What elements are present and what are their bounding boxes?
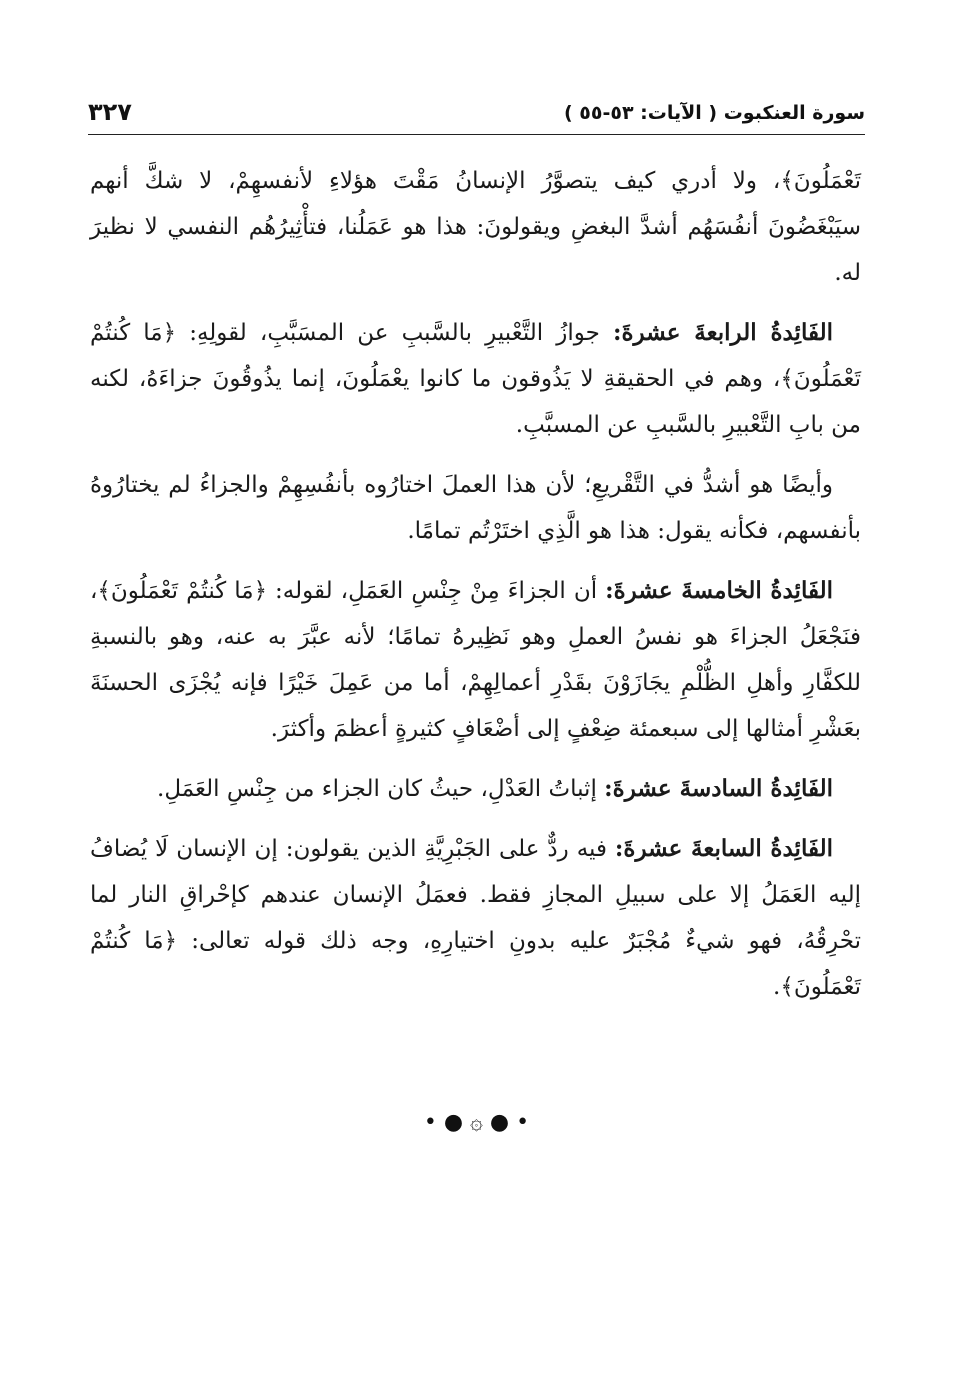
paragraph-heading: الفَائِدةُ الخامسةَ عشرةَ: bbox=[605, 577, 834, 604]
paragraph-text: إثباتُ العَدْلِ، حيثُ كان الجزاء من جِنْسِ العَمَلِ. bbox=[157, 776, 605, 802]
paragraph-additional bbox=[90, 462, 861, 554]
paragraph-heading: الفَائِدةُ السادسةَ عشرةَ: bbox=[604, 775, 833, 802]
paragraph-text: أن الجزاءَ مِنْ جِنْسِ العَمَلِ، لقوله: ﴿مَا كُنتُمْ تَعْمَلُونَ﴾، فنَجْعَلُ الجزاءَ هو نفسُ العملِ وهو نَظِيرهُ تمامًا؛ لأنه عبَّرَ به عنه، وهو بالنسبةِ للكفَّارِ وأهلِ الظُّلْمِ يجَازَوْنَ بقَدْرِ أعمالِهِمْ، أما من عَمِلَ خَيْرًا فإنه يُجْزَى الحسنَةَ بعَشْرِ أمثالها إلى سبعمئة ضِعْفٍ إلى أضْعَافٍ كثيرةٍ أعظمَ وأكثرَ. bbox=[90, 578, 861, 742]
chapter-title: سورة العنكبوت ( الآيات: ٥٣-٥٥ ) bbox=[563, 102, 865, 124]
paragraph-benefit-15 bbox=[90, 568, 861, 752]
paragraph-text: وأيضًا هو أشدُّ في التَّقْريعِ؛ لأن هذا العملَ اختارُوه بأنفُسِهِمْ والجزاءُ لم يختارُوهُ بأنفسهم، فكأنه يقول: هذا هو الَّذِي اختَرْتُم تمامًا. bbox=[90, 472, 861, 544]
paragraph-text: تَعْمَلُونَ﴾، ولا أدري كيف يتصوَّرُ الإنسانُ مَقْتَ هؤلاءِ لأنفسهِمْ، لا شكَّ أنهم سيَبْغَضُونَ أنفُسَهُم أشدَّ البغضِ ويقولونَ: هذا هو عَمَلُنا، فتأْثِيرُهُم النفسي لا نظيرَ له. bbox=[90, 168, 861, 286]
body-text bbox=[90, 158, 861, 1024]
paragraph-benefit-14 bbox=[90, 310, 861, 448]
paragraph-heading: الفَائِدةُ الرابعةَ عشرةَ: bbox=[613, 319, 834, 346]
page-number: ٣٢٧ bbox=[88, 98, 132, 126]
paragraph-heading: الفَائِدةُ السابعةَ عشرةَ: bbox=[614, 835, 833, 862]
paragraph-continuation bbox=[90, 158, 861, 296]
paragraph-text: فيه ردٌّ على الجَبْرِيَّةِ الذين يقولون: إن الإنسان لَا يُضافُ إليه العَمَلُ إلا على سبيلِ المجازِ فقط. فعمَلُ الإنسان عندهم كإحْراقِ النار لما تحْرِقُهُ، فهو شيءٌ مُجْبَرٌ عليه بدونِ اختيارِهِ، وجه ذلك قوله تعالى: ﴿مَا كُنتُمْ تَعْمَلُونَ﴾. bbox=[90, 836, 861, 1000]
running-header bbox=[88, 96, 865, 136]
header-divider bbox=[88, 134, 865, 135]
paragraph-benefit-16 bbox=[90, 766, 861, 812]
paragraph-text: جوازُ التَّعْبيرِ بالسَّببِ عن المسَبَّبِ، لقولِهِ: ﴿مَا كُنتُمْ تَعْمَلُونَ﴾، وهم في الحقيقةِ لا يَذُوقون ما كانوا يعْمَلُونَ، إنما يذُوقُونَ جزاءَهُ، لكنه من بابِ التَّعْبيرِ بالسَّببِ عن المسبَّبِ. bbox=[90, 320, 861, 438]
section-end-ornament: • ● ۞ ● • bbox=[423, 1110, 530, 1135]
paragraph-benefit-17 bbox=[90, 826, 861, 1010]
